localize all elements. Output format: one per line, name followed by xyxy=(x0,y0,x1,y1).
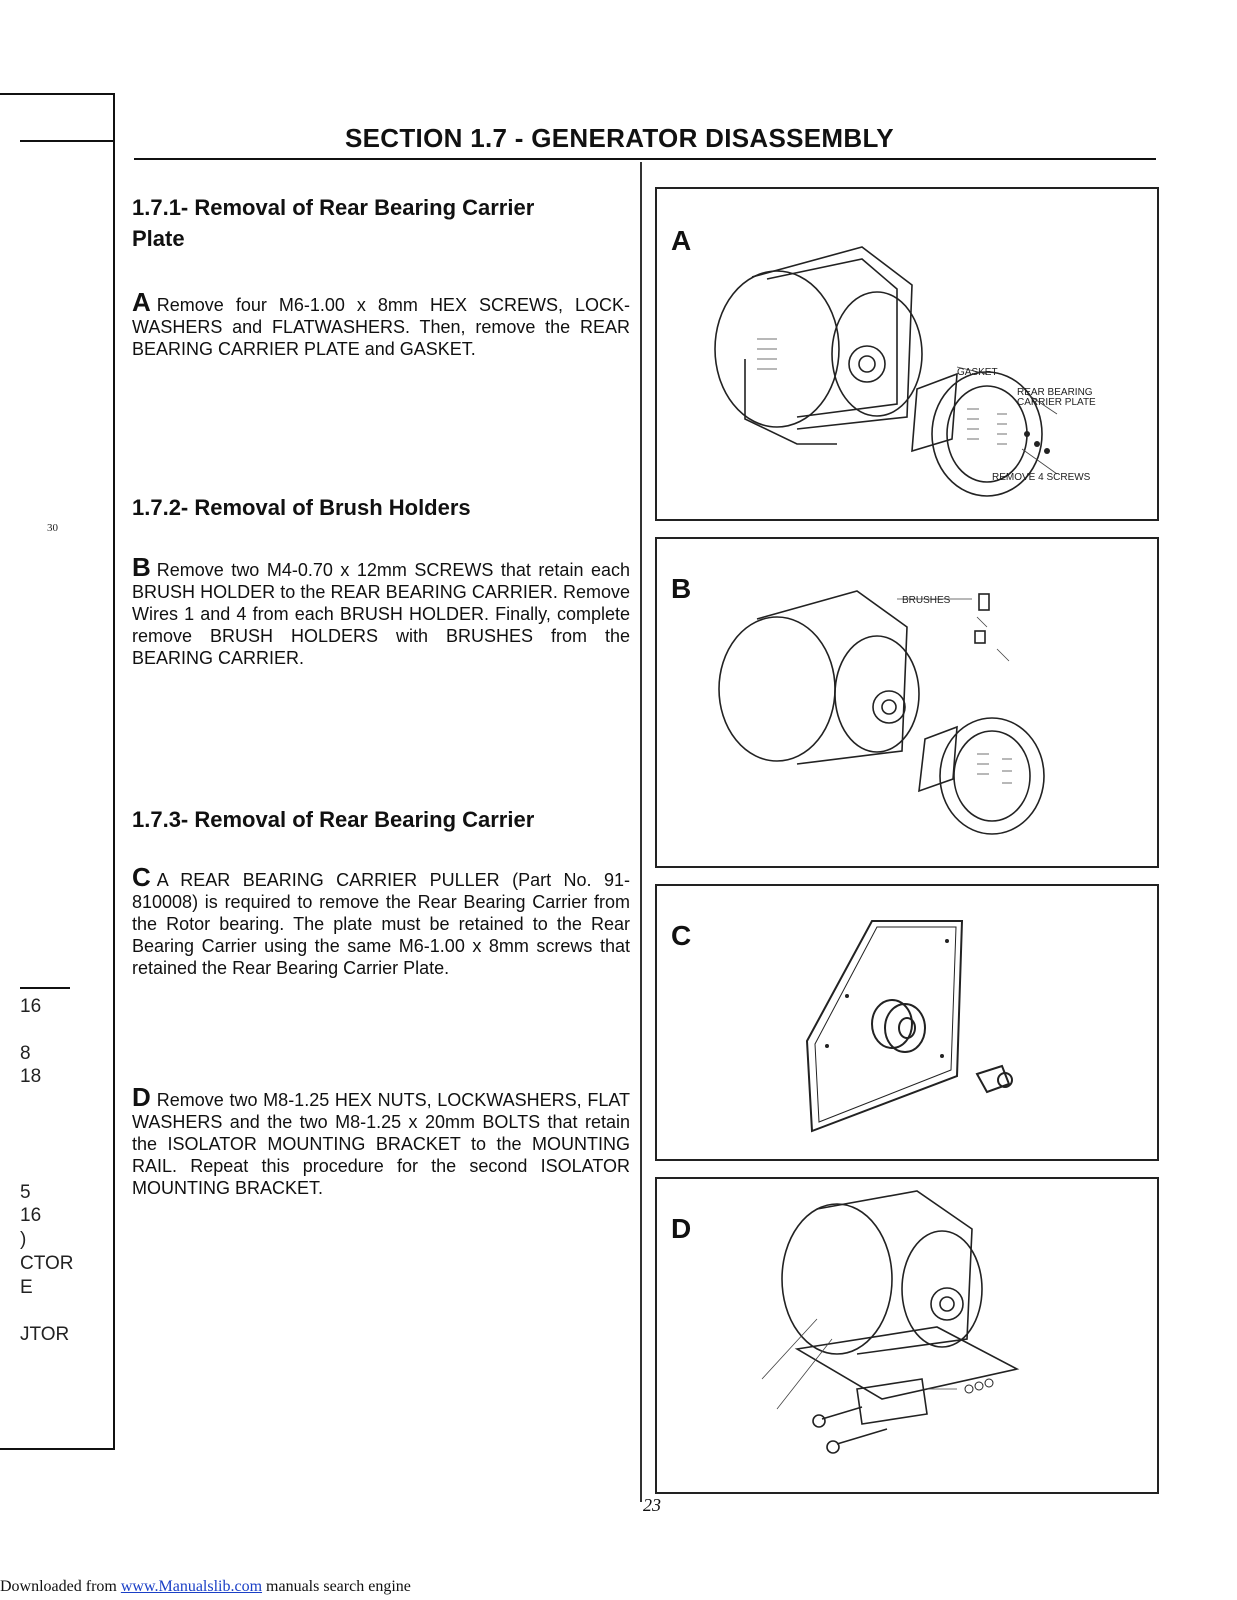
margin-fragment: 18 xyxy=(20,1066,42,1087)
step-d xyxy=(132,1082,630,1199)
isolator-bracket-illustration xyxy=(657,1179,1157,1492)
callout-carrier-plate: CARRIER PLATE xyxy=(1017,397,1096,408)
margin-fragment: E xyxy=(20,1277,33,1298)
binding-edge-bottom-rule xyxy=(0,1448,115,1450)
figure-letter: A xyxy=(671,225,692,256)
step-c xyxy=(132,862,630,979)
margin-fragment: 16 xyxy=(20,996,42,1017)
margin-fragment: CTOR xyxy=(20,1253,74,1274)
figure-letter: B xyxy=(671,573,692,604)
margin-fragment: 8 xyxy=(20,1043,31,1064)
step-letter: B xyxy=(132,552,151,582)
margin-fragment: ) xyxy=(20,1229,27,1250)
margin-fragment: JTOR xyxy=(20,1324,70,1345)
margin-fragment: 16 xyxy=(20,1205,42,1226)
subsection-heading-1-7-3: 1.7.3- Removal of Rear Bearing Carrier xyxy=(132,807,535,832)
binding-edge-mid-rule xyxy=(20,140,115,142)
callout-brushes: BRUSHES xyxy=(902,595,951,606)
subsection-heading-1-7-1: 1.7.1- Removal of Rear Bearing Carrier Plate xyxy=(132,195,535,251)
callout-rear-bearing: REAR BEARING xyxy=(1017,387,1093,398)
figure-a xyxy=(655,187,1159,521)
figure-d xyxy=(655,1177,1159,1494)
step-text: A REAR BEARING CARRIER PULLER (Part No. 91-810008) is required to remove the Rear Bearing Carrier from the Rotor bearing. The plate must be retained to the Rear Bearing Carrier using the same M6-1.00 x 8mm screws that retained the Rear Bearing Carrier Plate. xyxy=(132,870,630,978)
step-text: Remove two M4-0.70 x 12mm SCREWS that retain each BRUSH HOLDER to the REAR BEARING CARRIER. Remove Wires 1 and 4 from each BRUSH HOLDER. Finally, complete remove BRUSH HOLDERS with BRUSHES from the BEARING CARRIER. xyxy=(132,560,630,668)
margin-fragment: 5 xyxy=(20,1182,31,1203)
generator-illustration xyxy=(657,189,1157,519)
binding-edge-top-rule xyxy=(0,93,115,95)
step-text: Remove four M6-1.00 x 8mm HEX SCREWS, LOCK-WASHERS and FLATWASHERS. Then, remove the REAR BEARING CARRIER PLATE and GASKET. xyxy=(132,295,630,359)
page-number: 23 xyxy=(643,1495,661,1515)
binding-edge-vertical-rule xyxy=(113,93,115,1450)
step-text: Remove two M8-1.25 HEX NUTS, LOCKWASHERS, FLAT WASHERS and the two M8-1.25 x 20mm BOLTS that retain the ISOLATOR MOUNTING BRACKET to the MOUNTING RAIL. Repeat this procedure for the second ISOLATOR MOUNTING BRACKET. xyxy=(132,1090,630,1198)
margin-fragment: 30 xyxy=(47,522,58,534)
subsection-heading-1-7-2: 1.7.2- Removal of Brush Holders xyxy=(132,495,471,520)
step-letter: D xyxy=(132,1082,151,1112)
figure-b xyxy=(655,537,1159,868)
bearing-carrier-puller-illustration xyxy=(657,886,1157,1159)
step-letter: A xyxy=(132,287,151,317)
footer xyxy=(0,1578,411,1596)
footer-suffix: manuals search engine xyxy=(262,1578,411,1595)
figure-c xyxy=(655,884,1159,1161)
step-a xyxy=(132,287,630,360)
binding-edge-short-rule xyxy=(20,987,70,989)
generator-brush-illustration xyxy=(657,539,1157,866)
section-title: SECTION 1.7 - GENERATOR DISASSEMBLY xyxy=(345,123,894,153)
column-divider xyxy=(640,162,642,1502)
figure-letter: D xyxy=(671,1213,692,1244)
step-b xyxy=(132,552,630,669)
manualslib-link[interactable]: www.Manualslib.com xyxy=(120,1578,263,1595)
callout-remove-screws: REMOVE 4 SCREWS xyxy=(992,472,1091,483)
title-rule xyxy=(134,158,1156,160)
figure-letter: C xyxy=(671,920,692,951)
callout-gasket: GASKET xyxy=(957,367,998,378)
step-letter: C xyxy=(132,862,151,892)
footer-prefix: Downloaded from xyxy=(0,1578,121,1595)
